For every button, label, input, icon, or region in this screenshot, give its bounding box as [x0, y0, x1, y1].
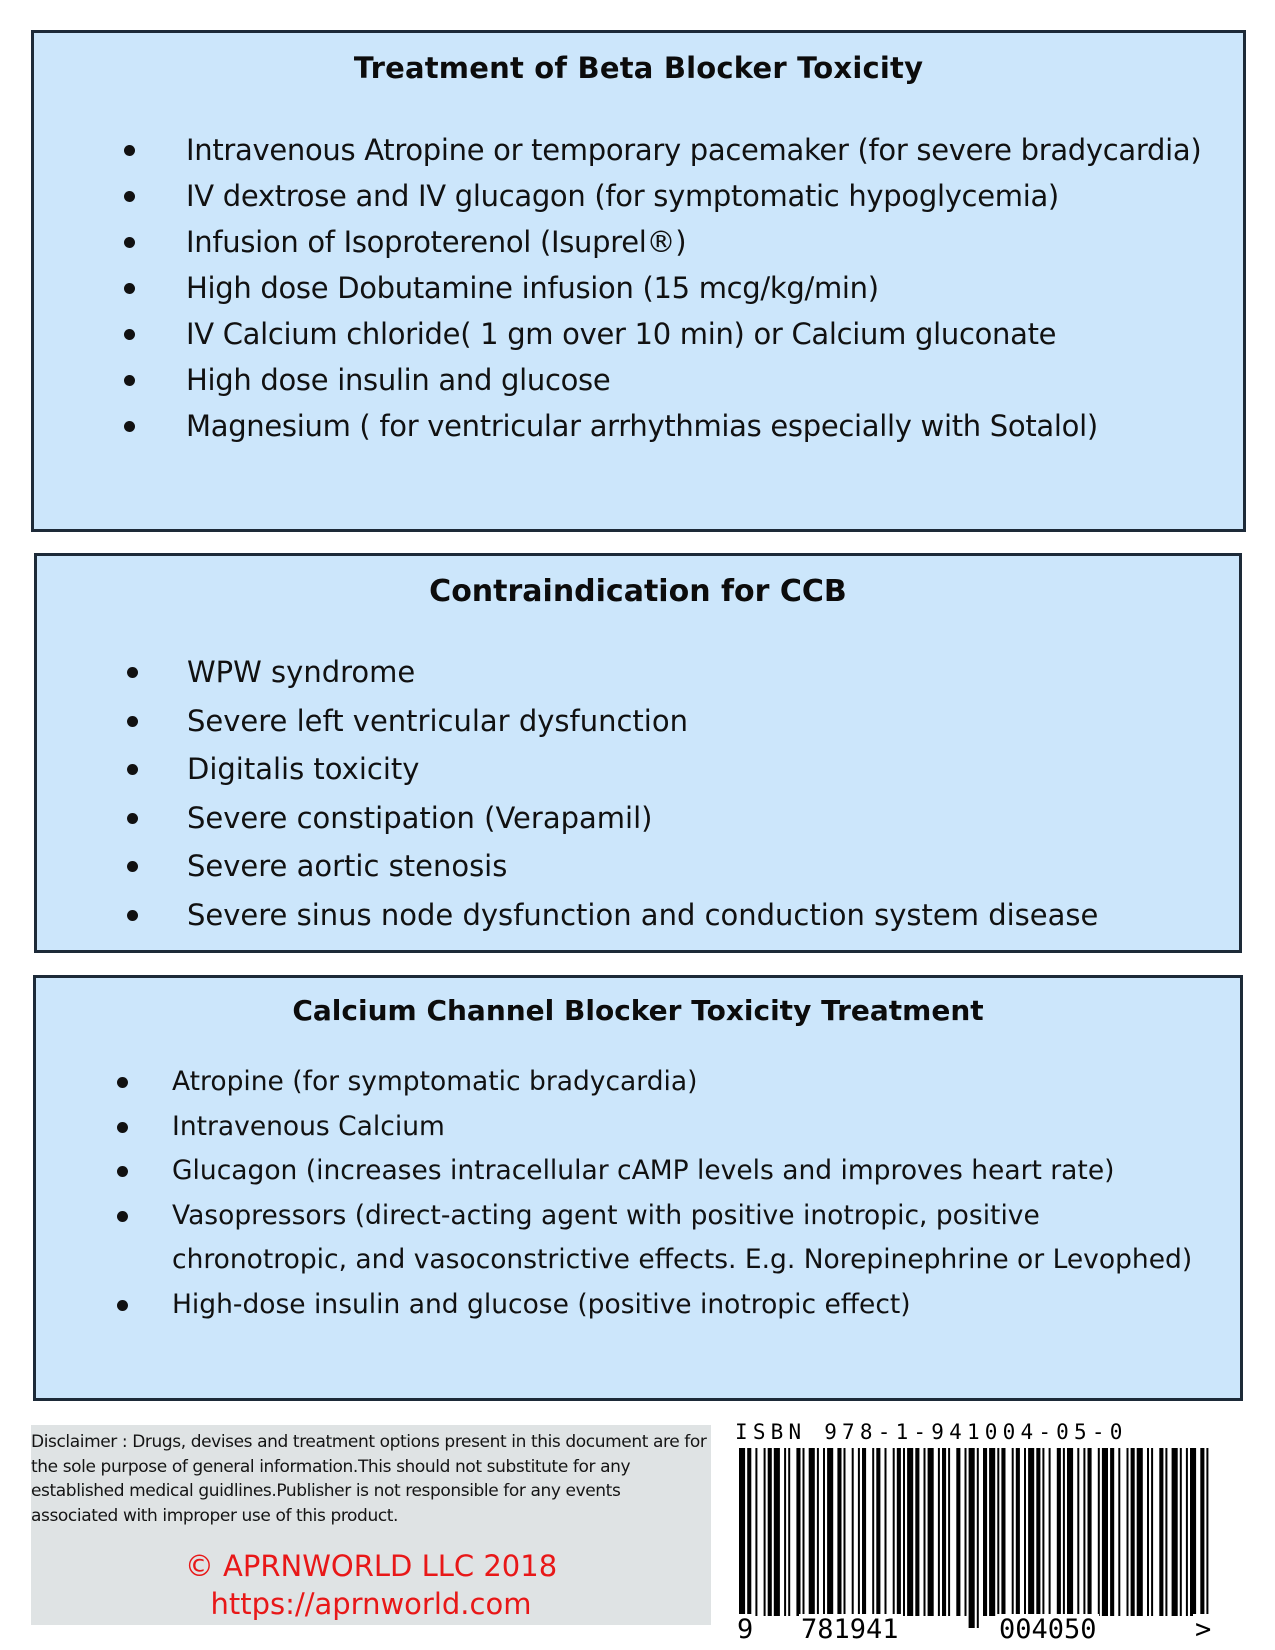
barcode-bar — [768, 1448, 772, 1616]
barcode-bar — [989, 1448, 995, 1616]
barcode-bar — [915, 1448, 919, 1616]
bullet-icon — [117, 1166, 128, 1177]
barcode-bar — [796, 1448, 800, 1616]
bullet-icon — [124, 237, 135, 248]
beta-blocker-list — [34, 127, 1243, 449]
barcode-bar — [1012, 1448, 1014, 1616]
barcode-bar — [897, 1448, 901, 1616]
barcode-digit-group: 004050 — [999, 1614, 1097, 1645]
beta-blocker-treatment-box — [31, 30, 1246, 532]
bullet-icon — [117, 1300, 128, 1311]
copyright-text: © APRNWORLD LLC 2018 — [184, 1549, 558, 1583]
barcode-bar — [1063, 1448, 1065, 1616]
barcode-bar — [1001, 1448, 1005, 1616]
bullet-icon — [124, 329, 135, 340]
list-item: High dose Dobutamine infusion (15 mcg/kg/min) — [34, 265, 1243, 311]
barcode-bar — [903, 1448, 905, 1616]
barcode-bar — [1028, 1448, 1034, 1616]
barcode-bar — [1180, 1448, 1182, 1616]
barcode-bar — [1165, 1448, 1167, 1616]
list-item: IV Calcium chloride( 1 gm over 10 min) or Calcium gluconate — [34, 311, 1243, 357]
bullet-icon — [117, 1122, 128, 1133]
barcode-bar — [965, 1448, 967, 1616]
barcode-bar — [764, 1448, 766, 1616]
barcode-bar — [1151, 1448, 1153, 1616]
list-item: Magnesium ( for ventricular arrhythmias especially with Sotalol) — [34, 403, 1243, 449]
barcode-bar — [739, 1448, 745, 1628]
barcode-bar — [1200, 1448, 1204, 1628]
bullet-icon — [124, 145, 135, 156]
list-item: High-dose insulin and glucose (positive inotropic effect) — [36, 1283, 1240, 1328]
barcode-bar — [817, 1448, 819, 1616]
list-item: Atropine (for symptomatic bradycardia) — [36, 1060, 1240, 1105]
ccb-contraindication-list — [37, 648, 1239, 939]
bullet-icon — [127, 667, 138, 678]
barcode-bar — [1088, 1448, 1092, 1616]
barcode-bar — [809, 1448, 815, 1616]
list-item: Intravenous Atropine or temporary pacemaker (for severe bradycardia) — [34, 127, 1243, 173]
barcode-bar — [1016, 1448, 1020, 1616]
beta-blocker-title: Treatment of Beta Blocker Toxicity — [353, 51, 924, 85]
barcode-bar — [1036, 1448, 1040, 1616]
ccb-toxicity-title: Calcium Channel Blocker Toxicity Treatment — [292, 994, 984, 1027]
ccb-contraindication-title: Contraindication for CCB — [429, 574, 847, 609]
bullet-icon — [127, 764, 138, 775]
barcode-bar — [977, 1448, 979, 1628]
barcode-bar — [1159, 1448, 1163, 1616]
barcode-bar — [755, 1448, 757, 1616]
barcode-bar — [1206, 1448, 1208, 1628]
barcode-bar — [1098, 1448, 1100, 1616]
list-item: Glucagon (increases intracellular cAMP levels and improves heart rate) — [36, 1149, 1240, 1194]
barcode-bar — [827, 1448, 833, 1616]
bullet-icon — [127, 861, 138, 872]
barcode-bar — [1077, 1448, 1079, 1616]
bullet-icon — [117, 1211, 128, 1222]
barcode-bar — [747, 1448, 751, 1628]
list-item: High dose insulin and glucose — [34, 357, 1243, 403]
barcode-bar — [876, 1448, 880, 1616]
list-item: Digitalis toxicity — [37, 745, 1239, 794]
barcode-bar — [872, 1448, 874, 1616]
bullet-icon — [117, 1077, 128, 1088]
list-item: Severe aortic stenosis — [37, 842, 1239, 891]
barcode-bar — [1137, 1448, 1143, 1616]
barcode-bar — [893, 1448, 895, 1616]
barcode-bar — [1172, 1448, 1178, 1616]
barcode-bar — [1067, 1448, 1073, 1616]
list-item: WPW syndrome — [37, 648, 1239, 697]
barcode-bar — [837, 1448, 841, 1616]
isbn-barcode — [735, 1420, 1255, 1645]
barcode-bar — [928, 1448, 934, 1616]
barcode-bar — [983, 1448, 987, 1616]
barcode-bar — [924, 1448, 926, 1616]
bullet-icon — [127, 716, 138, 727]
barcode-bar — [1049, 1448, 1051, 1616]
list-item: IV dextrose and IV glucagon (for symptomatic hypoglycemia) — [34, 173, 1243, 219]
barcode-bar — [1190, 1448, 1196, 1616]
barcode-bar — [774, 1448, 780, 1616]
barcode-bar — [788, 1448, 790, 1616]
list-item: Intravenous Calcium — [36, 1105, 1240, 1150]
barcode-bar — [969, 1448, 975, 1628]
website-link[interactable]: https://aprnworld.com — [210, 1587, 532, 1621]
disclaimer-panel — [31, 1425, 711, 1625]
barcode-bar — [1186, 1448, 1188, 1616]
bullet-icon — [127, 910, 138, 921]
barcode-digit-group: 9 — [737, 1614, 754, 1645]
list-item: Severe sinus node dysfunction and conduction system disease — [37, 891, 1239, 940]
ccb-toxicity-treatment-box — [33, 975, 1243, 1401]
barcode-bar — [862, 1448, 866, 1616]
list-item: Severe left ventricular dysfunction — [37, 697, 1239, 746]
barcode-icon — [737, 1448, 1227, 1628]
barcode-bar — [803, 1448, 805, 1616]
barcode-bar — [1024, 1448, 1026, 1616]
barcode-bar — [907, 1448, 913, 1616]
barcode-bar — [997, 1448, 999, 1616]
barcode-bar — [1131, 1448, 1135, 1616]
list-item: Severe constipation (Verapamil) — [37, 794, 1239, 843]
barcode-bar — [948, 1448, 950, 1616]
barcode-bar — [1110, 1448, 1114, 1616]
ccb-contraindication-box — [34, 553, 1242, 953]
barcode-bar — [1057, 1448, 1061, 1616]
barcode-bar — [844, 1448, 846, 1616]
barcode-bar — [1127, 1448, 1129, 1616]
list-item: Infusion of Isoproterenol (Isuprel®) — [34, 219, 1243, 265]
barcode-bar — [1083, 1448, 1085, 1616]
barcode-bar — [956, 1448, 960, 1616]
barcode-bar — [1102, 1448, 1108, 1616]
disclaimer-text: Disclaimer : Drugs, devises and treatment options present in this document are for the sole purpose of general information.This should not substitute for any established medical guidlines.Publisher is not responsible for any events associated with improper use of this product. — [31, 1432, 707, 1526]
bullet-icon — [124, 283, 135, 294]
isbn-label: ISBN 978-1-941004-05-0 — [735, 1420, 1128, 1444]
barcode-digit-group: > — [1195, 1614, 1212, 1645]
barcode-bar — [885, 1448, 887, 1616]
barcode-bar — [1147, 1448, 1149, 1616]
bullet-icon — [124, 421, 135, 432]
bullet-icon — [127, 813, 138, 824]
barcode-bar — [942, 1448, 946, 1616]
barcode-bar — [852, 1448, 854, 1616]
barcode-bar — [1042, 1448, 1044, 1616]
barcode-digit-group: 781941 — [801, 1614, 899, 1645]
list-item: Vasopressors (direct-acting agent with positive inotropic, positive chronotropic, and vasoconstrictive effects. E.g. Norepinephrine or Levophed) — [36, 1194, 1240, 1283]
ccb-toxicity-list — [36, 1060, 1240, 1327]
barcode-bar — [858, 1448, 860, 1616]
barcode-bar — [823, 1448, 825, 1616]
bullet-icon — [124, 375, 135, 386]
barcode-bar — [938, 1448, 940, 1616]
bullet-icon — [124, 191, 135, 202]
barcode-bar — [784, 1448, 786, 1616]
barcode-bar — [1118, 1448, 1120, 1616]
